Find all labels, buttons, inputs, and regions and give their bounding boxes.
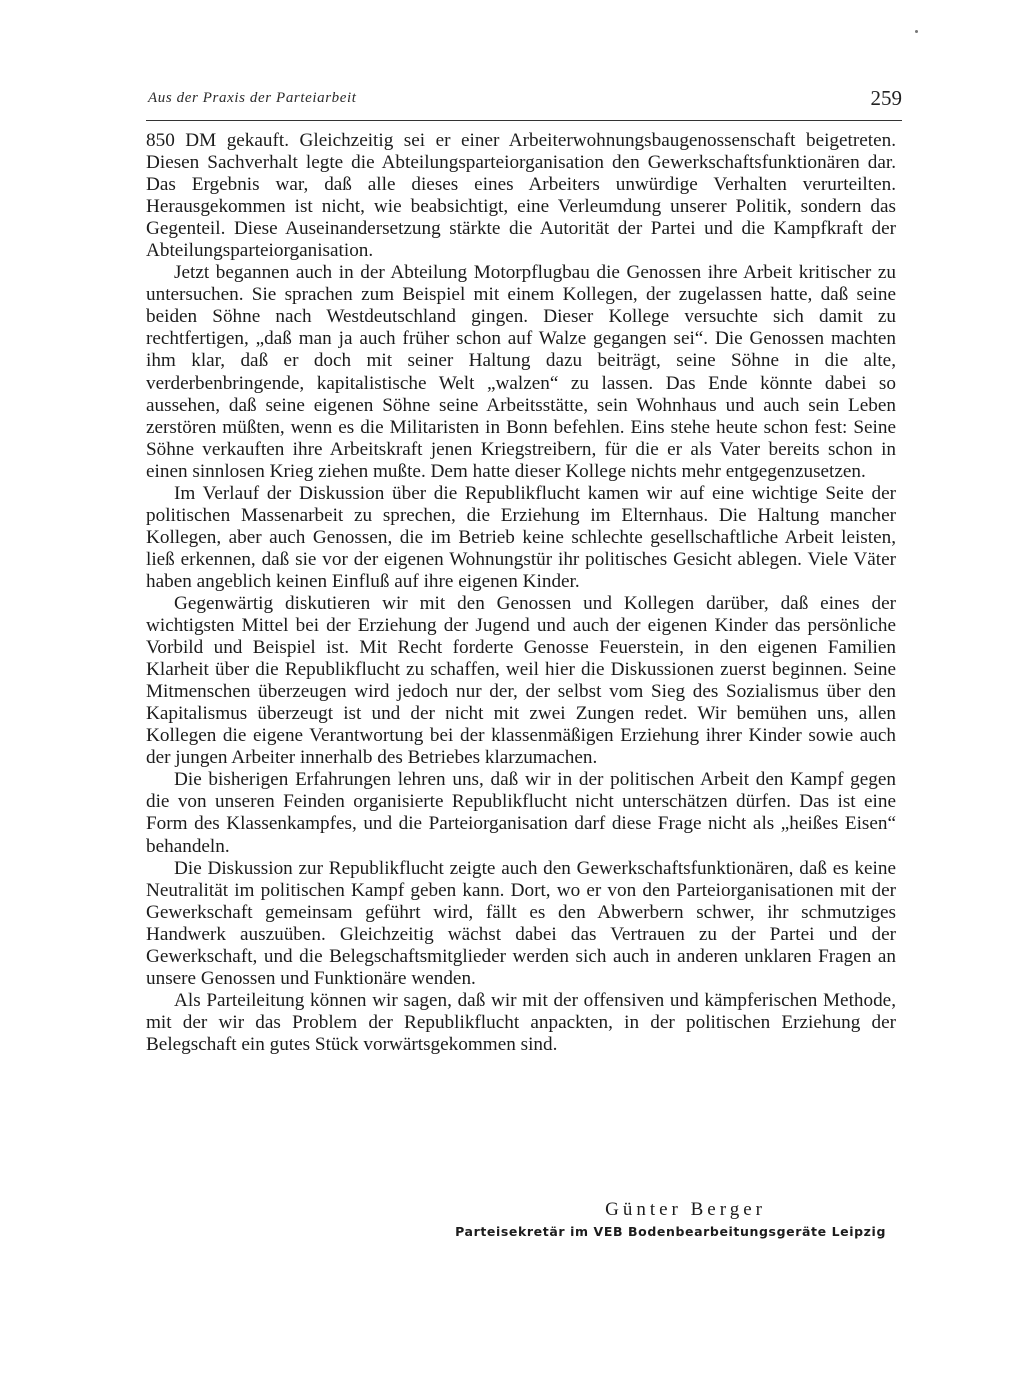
header-rule: [146, 120, 902, 121]
paragraph-1: 850 DM gekauft. Gleichzeitig sei er einer Arbeiterwohnungsbaugenossenschaft beigetreten. Diesen Sachverhalt legte die Abteilungsparteiorganisation den Gewerkschaftsfunktionären dar. Das Ergebnis war, daß alle dieses eines Arbeiters unwürdige Verhalten verurteilten. Herausgekommen ist nicht, wie beabsichtigt, eine Verleumdung unserer Politik, sondern das Gegenteil. Diese Auseinandersetzung stärkte die Autorität der Partei und die Kampfkraft der Abteilungsparteiorganisation.: [146, 130, 896, 262]
paragraph-4: Gegenwärtig diskutieren wir mit den Genossen und Kollegen darüber, daß eines der wichtigsten Mittel bei der Erziehung der Jugend und auch der eigenen Kinder das persönliche Vorbild und Beispiel ist. Mit Recht forderte Genosse Feuerstein, in den eigenen Familien Klarheit über die Republikflucht zu schaffen, weil hier die Diskussionen zuerst beginnen. Seine Mitmenschen überzeugen wird jedoch nur der, der selbst vom Sieg des Sozialismus über den Kapitalismus überzeugt ist und der nicht mit zwei Zungen redet. Wir bemühen uns, allen Kollegen die eigene Verantwortung bei der klassenmäßigen Erziehung ihrer Kinder sowie auch der jungen Arbeiter innerhalb des Betriebes klarzumachen.: [146, 592, 896, 769]
paragraph-5: Die bisherigen Erfahrungen lehren uns, daß wir in der politischen Arbeit den Kampf gegen die von unseren Feinden organisierte Republikflucht nicht unterschätzen dürfen. Das ist eine Form des Klassenkampfes, und die Parteiorganisation darf diese Frage nicht als „heißes Eisen“ behandeln.: [146, 769, 896, 857]
article-body: [146, 130, 896, 1056]
paragraph-7: Als Parteileitung können wir sagen, daß wir mit der offensiven und kämpferischen Methode, mit der wir das Problem der Republikflucht anpackten, in der politischen Erziehung der Belegschaft ein gutes Stück vorwärtsgekommen sind.: [146, 989, 896, 1055]
paragraph-2: Jetzt begannen auch in der Abteilung Motorpflugbau die Genossen ihre Arbeit kritischer zu untersuchen. Sie sprachen zum Beispiel mit einem Kollegen, der zugelassen hatte, daß seine beiden Söhne nach Westdeutschland gingen. Dieser Kollege versuchte sich damit zu rechtfertigen, „daß man ja auch früher schon auf Walze gegangen sei“. Die Genossen machten ihm klar, daß er doch mit seiner Haltung dazu beiträgt, seine Söhne in die alte, verderbenbringende, kapitalistische Welt „walzen“ zu lassen. Das Ende könnte dabei so aussehen, daß seine eigenen Söhne seine Arbeitsstätte, sein Wohnhaus und auch sein Leben zerstören müßten, wenn es die Militaristen in Bonn befehlen. Eins stehe heute schon fest: Seine Söhne verkauften ihre Arbeitskraft jenen Kriegstreibern, für die er als Vater bereits schon in einen sinnlosen Krieg ziehen mußte. Dem hatte dieser Kollege nichts mehr entgegenzusetzen.: [146, 262, 896, 482]
page-number: 259: [870, 86, 902, 110]
paragraph-6: Die Diskussion zur Republikflucht zeigte auch den Gewerkschaftsfunktionären, daß es keine Neutralität im politischen Kampf geben kann. Dort, wo er von den Parteiorganisationen mit der Gewerkschaft gemeinsam geführt wird, fällt es den Abwerbern schwer, ihr schmutziges Handwerk auszuüben. Gleichzeitig wächst dabei das Vertrauen zu der Partei und der Gewerkschaft, und die Belegschaftsmitglieder werden sich auch in anderen unklaren Fragen an unsere Genossen und Funktionäre wenden.: [146, 857, 896, 989]
paragraph-3: Im Verlauf der Diskussion über die Republikflucht kamen wir auf eine wichtige Seite der politischen Massenarbeit zu sprechen, die Erziehung im Elternhaus. Die Haltung mancher Kollegen, aber auch Genossen, die im Betrieb keine schlechte gesellschaftliche Arbeit leisten, ließ erkennen, daß sie vor der eigenen Wohnungstür ihr politisches Gesicht ablegen. Viele Väter haben angeblich keinen Einfluß auf ihre eigenen Kinder.: [146, 482, 896, 592]
page-header: [146, 86, 902, 116]
signature-block: [146, 1198, 886, 1239]
paper-speck: [915, 30, 918, 33]
running-head: Aus der Praxis der Parteiarbeit: [148, 90, 357, 106]
author-role: Parteisekretär im VEB Bodenbearbeitungsgeräte Leipzig: [455, 1224, 886, 1239]
author-name: Günter Berger: [605, 1199, 766, 1220]
